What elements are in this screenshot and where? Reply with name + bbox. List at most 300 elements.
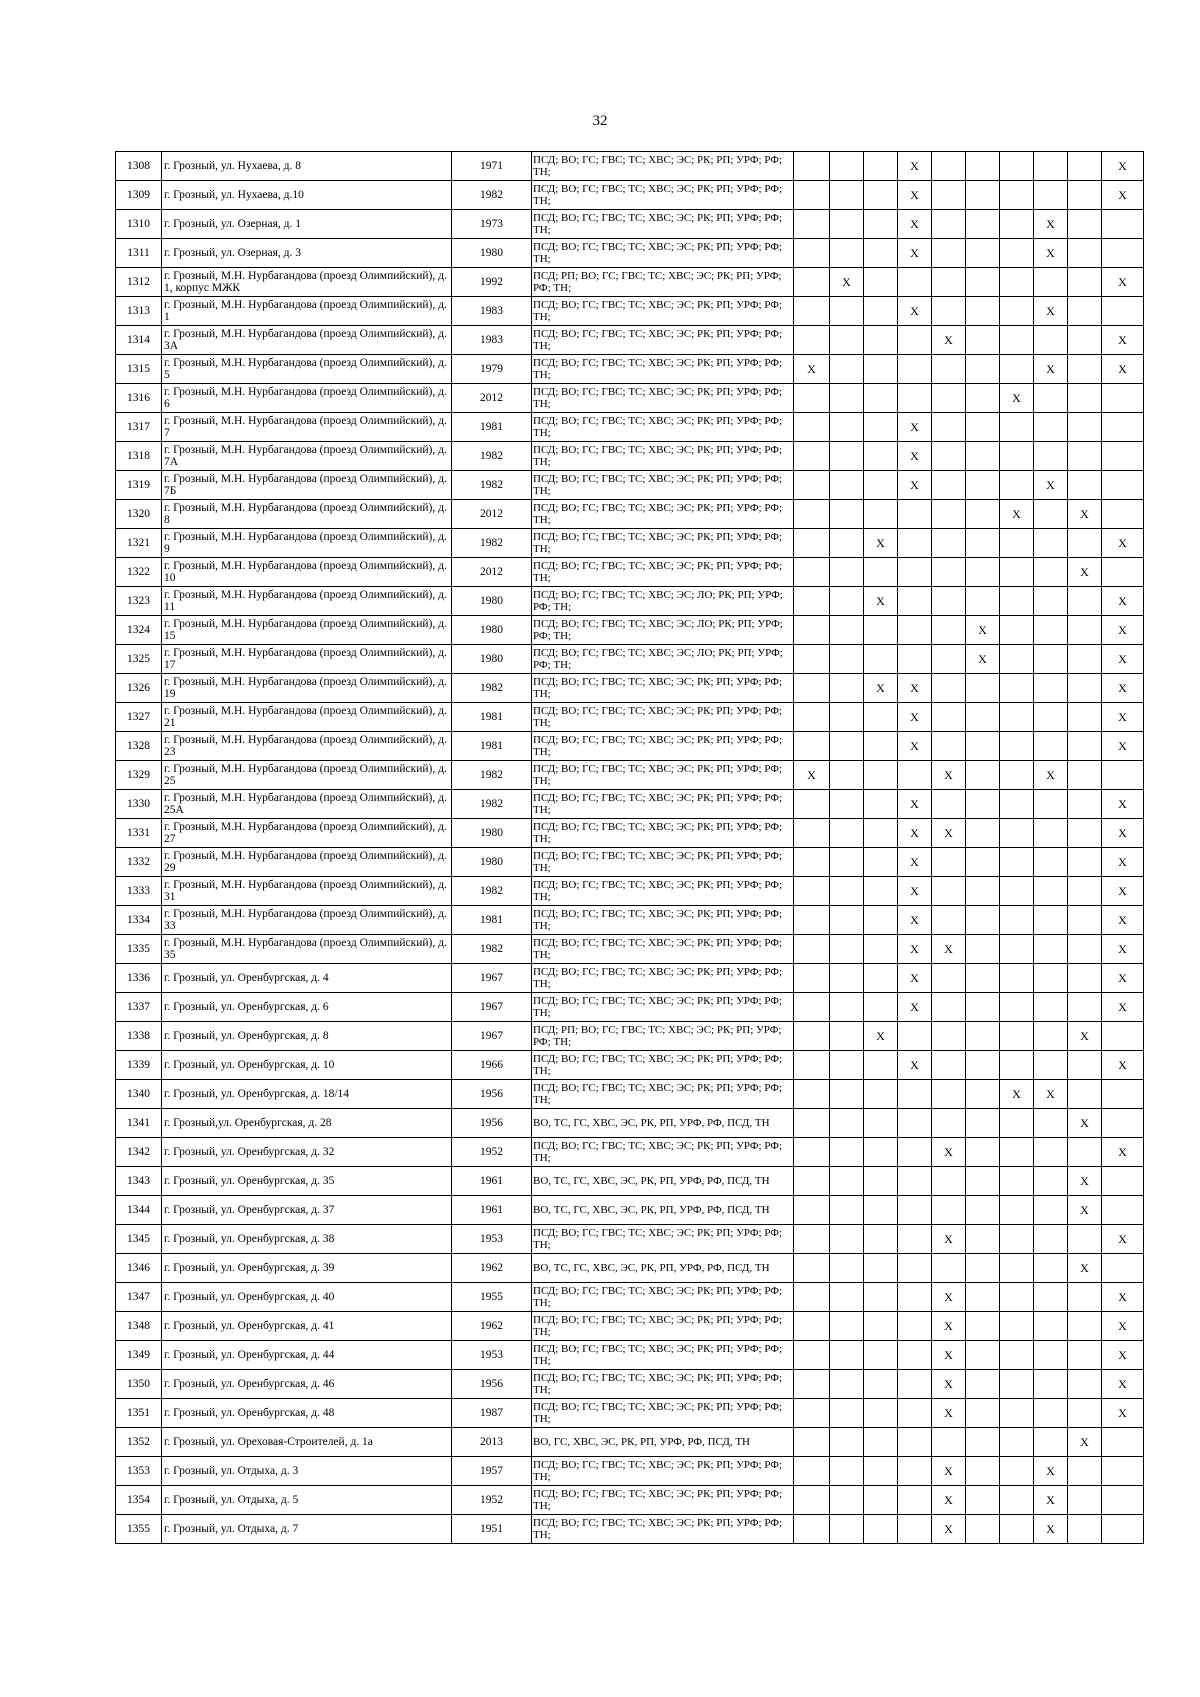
mark-cell-3 — [864, 558, 898, 587]
mark-cell-5: X — [932, 1225, 966, 1254]
mark-cell-5: X — [932, 1486, 966, 1515]
systems-cell: ВО, ТС, ГС, ХВС, ЭС, РК, РП, УРФ, РФ, ПСД, ТН — [532, 1167, 794, 1196]
mark-cell-9: X — [1068, 1428, 1102, 1457]
mark-cell-9 — [1068, 1080, 1102, 1109]
mark-cell-3 — [864, 1109, 898, 1138]
mark-cell-2 — [830, 1080, 864, 1109]
mark-cell-5 — [932, 1254, 966, 1283]
address-cell: г. Грозный, М.Н. Нурбагандова (проезд Олимпийский), д. 35 — [162, 935, 452, 964]
mark-cell-8: X — [1034, 1515, 1068, 1544]
mark-cell-9 — [1068, 993, 1102, 1022]
table-row — [116, 732, 1144, 761]
year-cell: 1967 — [452, 964, 532, 993]
mark-cell-8 — [1034, 1022, 1068, 1051]
mark-cell-1 — [794, 819, 830, 848]
year-cell: 1951 — [452, 1515, 532, 1544]
year-cell: 2012 — [452, 500, 532, 529]
systems-cell: ПСД; ВО; ГС; ГВС; ТС; ХВС; ЭС; РК; РП; УРФ; РФ; ТН; — [532, 326, 794, 355]
row-number: 1351 — [116, 1399, 162, 1428]
mark-cell-10: X — [1102, 1051, 1144, 1080]
mark-cell-2 — [830, 703, 864, 732]
mark-cell-8 — [1034, 1399, 1068, 1428]
table-row — [116, 1254, 1144, 1283]
mark-cell-6 — [966, 268, 1000, 297]
mark-cell-4 — [898, 1022, 932, 1051]
mark-cell-4 — [898, 1370, 932, 1399]
mark-cell-4 — [898, 1080, 932, 1109]
mark-cell-4 — [898, 1399, 932, 1428]
systems-cell: ПСД; ВО; ГС; ГВС; ТС; ХВС; ЭС; РК; РП; УРФ; РФ; ТН; — [532, 1312, 794, 1341]
mark-cell-1 — [794, 1283, 830, 1312]
mark-cell-2 — [830, 152, 864, 181]
address-cell: г. Грозный, ул. Оренбургская, д. 40 — [162, 1283, 452, 1312]
address-cell: г. Грозный, ул. Оренбургская, д. 41 — [162, 1312, 452, 1341]
year-cell: 1982 — [452, 442, 532, 471]
systems-cell: ПСД; ВО; ГС; ГВС; ТС; ХВС; ЭС; РК; РП; УРФ; РФ; ТН; — [532, 413, 794, 442]
mark-cell-5 — [932, 732, 966, 761]
mark-cell-5: X — [932, 819, 966, 848]
mark-cell-10: X — [1102, 703, 1144, 732]
mark-cell-1 — [794, 1312, 830, 1341]
mark-cell-2 — [830, 1254, 864, 1283]
mark-cell-5: X — [932, 326, 966, 355]
mark-cell-5 — [932, 848, 966, 877]
mark-cell-1 — [794, 1399, 830, 1428]
mark-cell-2 — [830, 297, 864, 326]
mark-cell-10 — [1102, 471, 1144, 500]
mark-cell-6 — [966, 1457, 1000, 1486]
systems-cell: ПСД; РП; ВО; ГС; ГВС; ТС; ХВС; ЭС; РК; РП; УРФ; РФ; ТН; — [532, 268, 794, 297]
mark-cell-2 — [830, 413, 864, 442]
systems-cell: ПСД; ВО; ГС; ГВС; ТС; ХВС; ЭС; РК; РП; УРФ; РФ; ТН; — [532, 297, 794, 326]
address-cell: г. Грозный, М.Н. Нурбагандова (проезд Олимпийский), д. 1 — [162, 297, 452, 326]
mark-cell-7 — [1000, 616, 1034, 645]
mark-cell-10: X — [1102, 877, 1144, 906]
mark-cell-7 — [1000, 1196, 1034, 1225]
mark-cell-4 — [898, 355, 932, 384]
mark-cell-8 — [1034, 181, 1068, 210]
address-cell: г. Грозный, ул. Оренбургская, д. 39 — [162, 1254, 452, 1283]
mark-cell-10 — [1102, 210, 1144, 239]
row-number: 1341 — [116, 1109, 162, 1138]
mark-cell-1 — [794, 1341, 830, 1370]
mark-cell-2 — [830, 1022, 864, 1051]
mark-cell-6 — [966, 1283, 1000, 1312]
mark-cell-6 — [966, 1225, 1000, 1254]
mark-cell-4 — [898, 1167, 932, 1196]
mark-cell-4 — [898, 558, 932, 587]
mark-cell-6 — [966, 1080, 1000, 1109]
address-cell: г. Грозный, М.Н. Нурбагандова (проезд Олимпийский), д. 23 — [162, 732, 452, 761]
mark-cell-5 — [932, 384, 966, 413]
table-row — [116, 297, 1144, 326]
year-cell: 1973 — [452, 210, 532, 239]
year-cell: 1983 — [452, 326, 532, 355]
mark-cell-4: X — [898, 906, 932, 935]
mark-cell-3 — [864, 268, 898, 297]
mark-cell-7 — [1000, 326, 1034, 355]
table-row — [116, 355, 1144, 384]
mark-cell-6 — [966, 1196, 1000, 1225]
address-cell: г. Грозный, М.Н. Нурбагандова (проезд Олимпийский), д. 1, корпус МЖК — [162, 268, 452, 297]
mark-cell-4 — [898, 1225, 932, 1254]
mark-cell-9 — [1068, 1341, 1102, 1370]
year-cell: 1981 — [452, 413, 532, 442]
mark-cell-2 — [830, 964, 864, 993]
mark-cell-10: X — [1102, 645, 1144, 674]
year-cell: 1962 — [452, 1254, 532, 1283]
year-cell: 1982 — [452, 674, 532, 703]
mark-cell-2 — [830, 1457, 864, 1486]
year-cell: 1982 — [452, 471, 532, 500]
mark-cell-2 — [830, 1341, 864, 1370]
table-row — [116, 239, 1144, 268]
mark-cell-5 — [932, 471, 966, 500]
mark-cell-3 — [864, 500, 898, 529]
mark-cell-1 — [794, 1051, 830, 1080]
table-row — [116, 1138, 1144, 1167]
mark-cell-9 — [1068, 210, 1102, 239]
address-cell: г. Грозный, М.Н. Нурбагандова (проезд Олимпийский), д. 15 — [162, 616, 452, 645]
row-number: 1334 — [116, 906, 162, 935]
address-cell: г. Грозный, М.Н. Нурбагандова (проезд Олимпийский), д. 5 — [162, 355, 452, 384]
table-row — [116, 268, 1144, 297]
mark-cell-8 — [1034, 1167, 1068, 1196]
row-number: 1350 — [116, 1370, 162, 1399]
table-row — [116, 616, 1144, 645]
mark-cell-8: X — [1034, 1080, 1068, 1109]
mark-cell-6 — [966, 1138, 1000, 1167]
mark-cell-3 — [864, 471, 898, 500]
mark-cell-9 — [1068, 384, 1102, 413]
row-number: 1344 — [116, 1196, 162, 1225]
systems-cell: ПСД; ВО; ГС; ГВС; ТС; ХВС; ЭС; РК; РП; УРФ; РФ; ТН; — [532, 500, 794, 529]
mark-cell-3 — [864, 1341, 898, 1370]
mark-cell-8 — [1034, 500, 1068, 529]
mark-cell-4: X — [898, 877, 932, 906]
year-cell: 1981 — [452, 732, 532, 761]
mark-cell-6 — [966, 1109, 1000, 1138]
mark-cell-5: X — [932, 1312, 966, 1341]
mark-cell-10 — [1102, 239, 1144, 268]
mark-cell-10: X — [1102, 355, 1144, 384]
mark-cell-2 — [830, 645, 864, 674]
table-row — [116, 935, 1144, 964]
systems-cell: ПСД; ВО; ГС; ГВС; ТС; ХВС; ЭС; РК; РП; УРФ; РФ; ТН; — [532, 1370, 794, 1399]
year-cell: 1956 — [452, 1080, 532, 1109]
address-cell: г. Грозный, ул. Оренбургская, д. 44 — [162, 1341, 452, 1370]
mark-cell-1 — [794, 790, 830, 819]
mark-cell-7 — [1000, 1515, 1034, 1544]
mark-cell-9 — [1068, 1312, 1102, 1341]
row-number: 1316 — [116, 384, 162, 413]
systems-cell: ПСД; ВО; ГС; ГВС; ТС; ХВС; ЭС; РК; РП; УРФ; РФ; ТН; — [532, 790, 794, 819]
systems-cell: ПСД; ВО; ГС; ГВС; ТС; ХВС; ЭС; РК; РП; УРФ; РФ; ТН; — [532, 1457, 794, 1486]
mark-cell-4: X — [898, 935, 932, 964]
mark-cell-10 — [1102, 413, 1144, 442]
address-cell: г. Грозный, М.Н. Нурбагандова (проезд Олимпийский), д. 33 — [162, 906, 452, 935]
year-cell: 1982 — [452, 181, 532, 210]
mark-cell-7 — [1000, 1138, 1034, 1167]
year-cell: 1981 — [452, 906, 532, 935]
mark-cell-1 — [794, 268, 830, 297]
mark-cell-6 — [966, 761, 1000, 790]
mark-cell-10 — [1102, 1167, 1144, 1196]
mark-cell-10 — [1102, 500, 1144, 529]
mark-cell-8: X — [1034, 210, 1068, 239]
year-cell: 2012 — [452, 558, 532, 587]
mark-cell-2 — [830, 1486, 864, 1515]
mark-cell-6 — [966, 732, 1000, 761]
table-row — [116, 152, 1144, 181]
mark-cell-5 — [932, 587, 966, 616]
address-cell: г. Грозный, М.Н. Нурбагандова (проезд Олимпийский), д. 31 — [162, 877, 452, 906]
mark-cell-1 — [794, 1515, 830, 1544]
mark-cell-5: X — [932, 1457, 966, 1486]
address-cell: г. Грозный, ул. Отдыха, д. 5 — [162, 1486, 452, 1515]
row-number: 1340 — [116, 1080, 162, 1109]
mark-cell-5 — [932, 355, 966, 384]
systems-cell: ПСД; ВО; ГС; ГВС; ТС; ХВС; ЭС; РК; РП; УРФ; РФ; ТН; — [532, 1341, 794, 1370]
mark-cell-4: X — [898, 1051, 932, 1080]
row-number: 1325 — [116, 645, 162, 674]
mark-cell-6 — [966, 587, 1000, 616]
address-cell: г. Грозный, М.Н. Нурбагандова (проезд Олимпийский), д. 21 — [162, 703, 452, 732]
mark-cell-5 — [932, 790, 966, 819]
table-row — [116, 1080, 1144, 1109]
mark-cell-8: X — [1034, 1486, 1068, 1515]
mark-cell-7 — [1000, 703, 1034, 732]
systems-cell: ПСД; ВО; ГС; ГВС; ТС; ХВС; ЭС; РК; РП; УРФ; РФ; ТН; — [532, 674, 794, 703]
mark-cell-1 — [794, 703, 830, 732]
mark-cell-6 — [966, 413, 1000, 442]
mark-cell-6 — [966, 558, 1000, 587]
mark-cell-7 — [1000, 1283, 1034, 1312]
year-cell: 1955 — [452, 1283, 532, 1312]
table-row — [116, 384, 1144, 413]
systems-cell: ПСД; ВО; ГС; ГВС; ТС; ХВС; ЭС; РК; РП; УРФ; РФ; ТН; — [532, 471, 794, 500]
systems-cell: ПСД; ВО; ГС; ГВС; ТС; ХВС; ЭС; РК; РП; УРФ; РФ; ТН; — [532, 1051, 794, 1080]
mark-cell-9 — [1068, 529, 1102, 558]
mark-cell-9 — [1068, 616, 1102, 645]
mark-cell-5 — [932, 1167, 966, 1196]
mark-cell-9: X — [1068, 500, 1102, 529]
mark-cell-5: X — [932, 935, 966, 964]
row-number: 1314 — [116, 326, 162, 355]
mark-cell-1 — [794, 1428, 830, 1457]
mark-cell-1 — [794, 645, 830, 674]
mark-cell-3 — [864, 1080, 898, 1109]
row-number: 1354 — [116, 1486, 162, 1515]
mark-cell-6 — [966, 819, 1000, 848]
year-cell: 1966 — [452, 1051, 532, 1080]
year-cell: 1982 — [452, 529, 532, 558]
mark-cell-8 — [1034, 993, 1068, 1022]
year-cell: 1980 — [452, 848, 532, 877]
mark-cell-9 — [1068, 848, 1102, 877]
address-cell: г. Грозный, ул. Нухаева, д. 8 — [162, 152, 452, 181]
mark-cell-2 — [830, 500, 864, 529]
mark-cell-9 — [1068, 732, 1102, 761]
row-number: 1327 — [116, 703, 162, 732]
mark-cell-1 — [794, 732, 830, 761]
mark-cell-9 — [1068, 152, 1102, 181]
mark-cell-8 — [1034, 819, 1068, 848]
mark-cell-10: X — [1102, 935, 1144, 964]
systems-cell: ПСД; ВО; ГС; ГВС; ТС; ХВС; ЭС; РК; РП; УРФ; РФ; ТН; — [532, 1225, 794, 1254]
mark-cell-7 — [1000, 297, 1034, 326]
year-cell: 1957 — [452, 1457, 532, 1486]
systems-cell: ПСД; ВО; ГС; ГВС; ТС; ХВС; ЭС; РК; РП; УРФ; РФ; ТН; — [532, 877, 794, 906]
year-cell: 1952 — [452, 1138, 532, 1167]
mark-cell-7 — [1000, 1370, 1034, 1399]
systems-cell: ПСД; ВО; ГС; ГВС; ТС; ХВС; ЭС; ЛО; РК; РП; УРФ; РФ; ТН; — [532, 616, 794, 645]
table-row — [116, 790, 1144, 819]
mark-cell-4 — [898, 616, 932, 645]
systems-cell: ПСД; ВО; ГС; ГВС; ТС; ХВС; ЭС; РК; РП; УРФ; РФ; ТН; — [532, 848, 794, 877]
mark-cell-5 — [932, 529, 966, 558]
mark-cell-8 — [1034, 1341, 1068, 1370]
year-cell: 1971 — [452, 152, 532, 181]
table-row — [116, 1051, 1144, 1080]
systems-cell: ПСД; ВО; ГС; ГВС; ТС; ХВС; ЭС; РК; РП; УРФ; РФ; ТН; — [532, 384, 794, 413]
table-row — [116, 703, 1144, 732]
row-number: 1324 — [116, 616, 162, 645]
mark-cell-3 — [864, 413, 898, 442]
mark-cell-6 — [966, 848, 1000, 877]
address-cell: г. Грозный, ул. Ореховая-Строителей, д. 1а — [162, 1428, 452, 1457]
mark-cell-9 — [1068, 268, 1102, 297]
mark-cell-8 — [1034, 848, 1068, 877]
mark-cell-9: X — [1068, 1167, 1102, 1196]
row-number: 1323 — [116, 587, 162, 616]
mark-cell-4: X — [898, 442, 932, 471]
mark-cell-4 — [898, 1109, 932, 1138]
mark-cell-5 — [932, 877, 966, 906]
mark-cell-7 — [1000, 761, 1034, 790]
mark-cell-2 — [830, 935, 864, 964]
mark-cell-6 — [966, 1254, 1000, 1283]
mark-cell-9 — [1068, 326, 1102, 355]
mark-cell-3 — [864, 935, 898, 964]
table-row — [116, 210, 1144, 239]
row-number: 1312 — [116, 268, 162, 297]
address-cell: г. Грозный, ул. Оренбургская, д. 32 — [162, 1138, 452, 1167]
row-number: 1330 — [116, 790, 162, 819]
mark-cell-7 — [1000, 1022, 1034, 1051]
address-cell: г. Грозный, М.Н. Нурбагандова (проезд Олимпийский), д. 7 — [162, 413, 452, 442]
address-cell: г. Грозный, М.Н. Нурбагандова (проезд Олимпийский), д. 25А — [162, 790, 452, 819]
mark-cell-9 — [1068, 239, 1102, 268]
mark-cell-9 — [1068, 587, 1102, 616]
table-row — [116, 1225, 1144, 1254]
mark-cell-8 — [1034, 964, 1068, 993]
mark-cell-5 — [932, 1428, 966, 1457]
year-cell: 1983 — [452, 297, 532, 326]
mark-cell-2 — [830, 471, 864, 500]
mark-cell-6 — [966, 529, 1000, 558]
mark-cell-4: X — [898, 790, 932, 819]
mark-cell-2 — [830, 558, 864, 587]
mark-cell-5 — [932, 152, 966, 181]
mark-cell-1: X — [794, 355, 830, 384]
mark-cell-4 — [898, 1428, 932, 1457]
mark-cell-1 — [794, 1138, 830, 1167]
mark-cell-7 — [1000, 1167, 1034, 1196]
mark-cell-10 — [1102, 384, 1144, 413]
mark-cell-3 — [864, 1457, 898, 1486]
table-row — [116, 413, 1144, 442]
mark-cell-1 — [794, 297, 830, 326]
address-cell: г. Грозный, М.Н. Нурбагандова (проезд Олимпийский), д. 6 — [162, 384, 452, 413]
mark-cell-3 — [864, 645, 898, 674]
address-cell: г. Грозный, М.Н. Нурбагандова (проезд Олимпийский), д. 8 — [162, 500, 452, 529]
systems-cell: ПСД; ВО; ГС; ГВС; ТС; ХВС; ЭС; РК; РП; УРФ; РФ; ТН; — [532, 558, 794, 587]
mark-cell-5: X — [932, 1138, 966, 1167]
address-cell: г. Грозный, М.Н. Нурбагандова (проезд Олимпийский), д. 27 — [162, 819, 452, 848]
mark-cell-10 — [1102, 1080, 1144, 1109]
mark-cell-9 — [1068, 413, 1102, 442]
mark-cell-7 — [1000, 442, 1034, 471]
row-number: 1353 — [116, 1457, 162, 1486]
mark-cell-1 — [794, 1022, 830, 1051]
address-cell: г. Грозный, ул. Отдыха, д. 7 — [162, 1515, 452, 1544]
mark-cell-9 — [1068, 906, 1102, 935]
mark-cell-8 — [1034, 268, 1068, 297]
year-cell: 1980 — [452, 587, 532, 616]
mark-cell-4 — [898, 326, 932, 355]
mark-cell-4 — [898, 1515, 932, 1544]
mark-cell-9 — [1068, 355, 1102, 384]
systems-cell: ПСД; ВО; ГС; ГВС; ТС; ХВС; ЭС; РК; РП; УРФ; РФ; ТН; — [532, 732, 794, 761]
mark-cell-1 — [794, 152, 830, 181]
mark-cell-5 — [932, 1109, 966, 1138]
mark-cell-9: X — [1068, 1109, 1102, 1138]
year-cell: 2012 — [452, 384, 532, 413]
mark-cell-1 — [794, 877, 830, 906]
mark-cell-10: X — [1102, 152, 1144, 181]
mark-cell-1 — [794, 1196, 830, 1225]
mark-cell-6: X — [966, 616, 1000, 645]
mark-cell-8: X — [1034, 297, 1068, 326]
mark-cell-8 — [1034, 1283, 1068, 1312]
year-cell: 1967 — [452, 1022, 532, 1051]
mark-cell-8 — [1034, 616, 1068, 645]
mark-cell-9 — [1068, 471, 1102, 500]
mark-cell-7 — [1000, 848, 1034, 877]
mark-cell-5 — [932, 993, 966, 1022]
mark-cell-1 — [794, 1167, 830, 1196]
address-cell: г. Грозный, М.Н. Нурбагандова (проезд Олимпийский), д. 19 — [162, 674, 452, 703]
table-row — [116, 1341, 1144, 1370]
row-number: 1318 — [116, 442, 162, 471]
mark-cell-7 — [1000, 413, 1034, 442]
mark-cell-7 — [1000, 558, 1034, 587]
systems-cell: ВО, ГС, ХВС, ЭС, РК, РП, УРФ, РФ, ПСД, ТН — [532, 1428, 794, 1457]
table-row — [116, 848, 1144, 877]
mark-cell-10: X — [1102, 906, 1144, 935]
mark-cell-4: X — [898, 210, 932, 239]
mark-cell-5: X — [932, 1370, 966, 1399]
mark-cell-5 — [932, 442, 966, 471]
year-cell: 1953 — [452, 1341, 532, 1370]
address-cell: г. Грозный, ул. Оренбургская, д. 38 — [162, 1225, 452, 1254]
address-cell: г. Грозный, ул. Отдыха, д. 3 — [162, 1457, 452, 1486]
mark-cell-10 — [1102, 1515, 1144, 1544]
mark-cell-7 — [1000, 935, 1034, 964]
mark-cell-3 — [864, 181, 898, 210]
mark-cell-10: X — [1102, 1283, 1144, 1312]
